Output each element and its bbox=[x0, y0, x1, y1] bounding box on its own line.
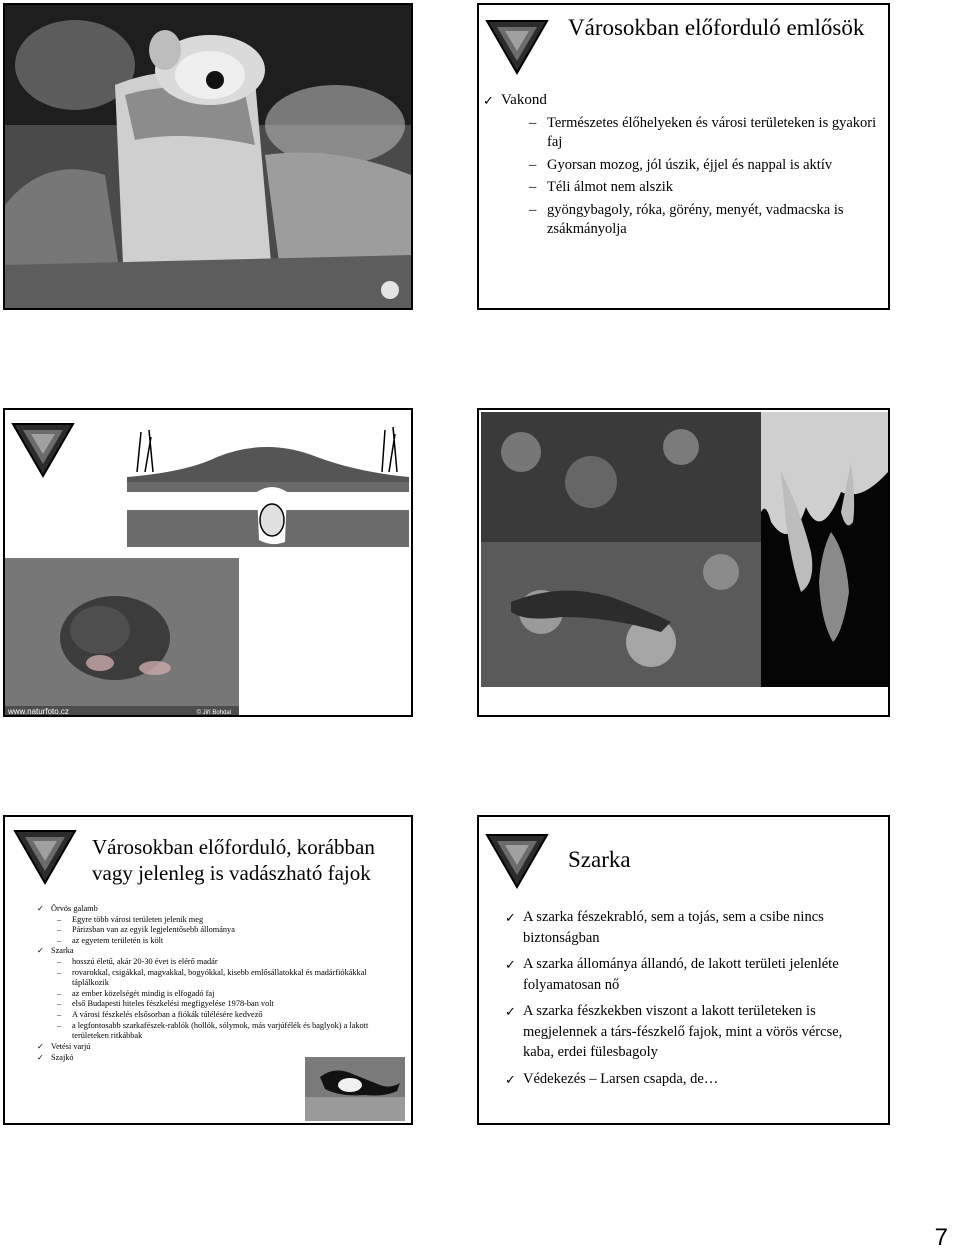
bullet-text: Védekezés – Larsen csapda, de… bbox=[523, 1071, 719, 1088]
sub-bullet-text: rovarokkal, csigákkal, magvakkal, bogyókkal, kisebb emlősállatokkal és madárfiókákkal táplálkozik bbox=[72, 967, 367, 988]
checkmark-bullet-icon: ✓ bbox=[37, 1041, 44, 1051]
sub-bullet-item bbox=[57, 1021, 397, 1042]
dash-bullet-icon: – bbox=[57, 1010, 62, 1020]
weasel-photo bbox=[481, 412, 761, 687]
page-number: 7 bbox=[934, 1224, 948, 1251]
dash-bullet-icon: – bbox=[57, 967, 62, 977]
dash-bullet-icon: – bbox=[57, 999, 62, 1009]
sub-bullet-item bbox=[57, 957, 397, 968]
dash-bullet-icon: – bbox=[57, 935, 62, 945]
sub-bullet-item bbox=[529, 201, 883, 240]
bullet-item bbox=[37, 946, 397, 957]
sub-bullet-text: Egyre több városi területen jelenik meg bbox=[72, 914, 204, 924]
bullet-text: Szarka bbox=[51, 946, 74, 956]
bullet-item bbox=[37, 904, 397, 915]
slide-title: Városokban előforduló emlősök bbox=[568, 15, 865, 40]
dash-bullet-icon: – bbox=[529, 201, 537, 218]
checkmark-bullet-icon: ✓ bbox=[505, 1004, 516, 1020]
mole-photo bbox=[5, 558, 239, 717]
sub-bullet-item bbox=[57, 999, 397, 1010]
bullet-text: Vakond bbox=[501, 92, 547, 108]
sub-bullet-text: Gyorsan mozog, jól úszik, éjjel és nappal is aktív bbox=[547, 156, 833, 173]
checkmark-bullet-icon: ✓ bbox=[483, 93, 494, 108]
bullet-text: Örvös galamb bbox=[51, 904, 98, 913]
slide-3-mole-images bbox=[3, 408, 413, 717]
dash-bullet-icon: – bbox=[57, 1020, 62, 1030]
dash-bullet-icon: – bbox=[529, 179, 537, 196]
sub-bullet-item bbox=[57, 989, 397, 1000]
slide-6-magpie bbox=[477, 815, 890, 1125]
dash-bullet-icon: – bbox=[529, 156, 537, 173]
sub-bullet-item bbox=[57, 925, 397, 936]
sub-bullet-text: A városi fészkelés elsősorban a fiókák túlélésére kedvező bbox=[72, 1010, 263, 1020]
sub-bullet-text: Téli álmot nem alszik bbox=[547, 179, 674, 196]
sub-bullet-text: az egyetem területén is költ bbox=[72, 935, 164, 945]
bullet-item bbox=[505, 1001, 867, 1063]
checkmark-bullet-icon: ✓ bbox=[37, 946, 44, 956]
sub-bullet-item bbox=[57, 915, 397, 926]
sub-bullet-item bbox=[57, 936, 397, 947]
dash-bullet-icon: – bbox=[529, 114, 537, 131]
bullet-item bbox=[505, 907, 867, 948]
dormouse-in-pipe-photo bbox=[5, 5, 411, 308]
triangle-logo-icon bbox=[13, 827, 77, 887]
bullet-item bbox=[37, 1053, 397, 1064]
magpie-photo bbox=[305, 1057, 405, 1121]
slide-4-animal-photos bbox=[477, 408, 890, 717]
sub-bullet-item bbox=[529, 156, 883, 176]
sub-bullet-item bbox=[57, 968, 397, 989]
bullet-text: A szarka fészekrabló, sem a tojás, sem a csibe nincs biztonságban bbox=[523, 909, 824, 946]
molehill-burrow-diagram bbox=[127, 422, 409, 547]
sub-bullet-text: hosszú életű, akár 20-30 évet is elérő madár bbox=[72, 957, 218, 967]
sub-bullet-item bbox=[529, 114, 883, 153]
bat-photo bbox=[761, 412, 888, 687]
triangle-logo-icon bbox=[11, 420, 75, 480]
dash-bullet-icon: – bbox=[57, 957, 62, 967]
checkmark-bullet-icon: ✓ bbox=[37, 1052, 44, 1062]
bullet-list bbox=[37, 904, 397, 1063]
dash-bullet-icon: – bbox=[57, 988, 62, 998]
bullet-list bbox=[505, 907, 867, 1096]
bullet-item bbox=[483, 91, 883, 111]
dash-bullet-icon: – bbox=[57, 925, 62, 935]
photo-watermark: © Jiří Bohdal bbox=[196, 710, 231, 716]
bullet-list bbox=[483, 91, 883, 240]
bullet-text: Vetési varjú bbox=[51, 1041, 91, 1051]
slide-title: Szarka bbox=[568, 847, 631, 872]
slide-1-dormouse-photo bbox=[3, 3, 413, 310]
triangle-logo-icon bbox=[485, 17, 549, 77]
triangle-logo-icon bbox=[485, 831, 549, 891]
sub-bullet-text: gyöngybagoly, róka, görény, menyét, vadmacska is zsákmányolja bbox=[547, 201, 844, 238]
sub-bullet-item bbox=[57, 1010, 397, 1021]
bullet-item bbox=[505, 954, 867, 995]
bullet-item bbox=[505, 1069, 867, 1090]
sub-bullet-text: Párizsban van az egyik legjelentősebb állománya bbox=[72, 925, 235, 935]
photo-watermark: www.naturfoto.cz bbox=[8, 707, 69, 716]
slide-2-mammals bbox=[477, 3, 890, 310]
checkmark-bullet-icon: ✓ bbox=[505, 957, 516, 973]
sub-bullet-text: az ember közelségét mindig is elfogadó faj bbox=[72, 988, 215, 998]
sub-bullet-text: Természetes élőhelyeken és városi területeken is gyakori faj bbox=[547, 114, 877, 151]
dash-bullet-icon: – bbox=[57, 914, 62, 924]
bullet-text: Szajkó bbox=[51, 1052, 74, 1062]
bullet-item bbox=[37, 1042, 397, 1053]
sub-bullet-text: első Budapesti hiteles fészkelési megfigyelése 1978-ban volt bbox=[72, 999, 274, 1009]
checkmark-bullet-icon: ✓ bbox=[505, 1072, 516, 1088]
slide-5-huntable-species bbox=[3, 815, 413, 1125]
bullet-text: A szarka fészkekben viszont a lakott területeken is megjelennek a társ-fészkelő fajok, mint a vörös vércse, kaba, erdei fülesbagoly bbox=[523, 1003, 843, 1061]
checkmark-bullet-icon: ✓ bbox=[505, 910, 516, 925]
slide-title: Városokban előforduló, korábban vagy jelenleg is vadászható fajok bbox=[92, 835, 375, 885]
bullet-text: A szarka állománya állandó, de lakott területi jelenléte folyamatosan nő bbox=[523, 956, 839, 993]
sub-bullet-text: a legfontosabb szarkafészek-rablók (hollók, sólymok, más varjúfélék és baglyok) a lakott területeken ritkábbak bbox=[72, 1020, 369, 1041]
sub-bullet-item bbox=[529, 178, 883, 198]
checkmark-bullet-icon: ✓ bbox=[37, 904, 44, 913]
